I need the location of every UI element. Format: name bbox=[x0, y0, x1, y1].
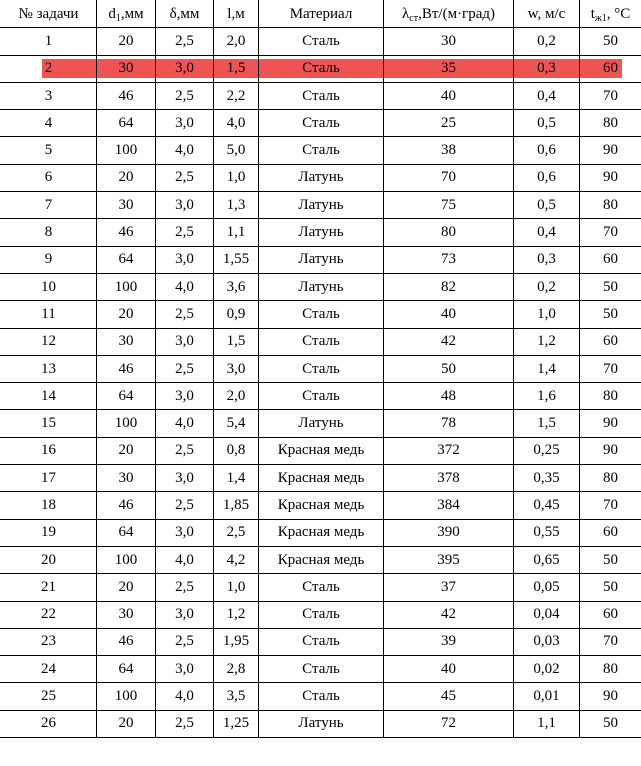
cell-task-number: 6 bbox=[1, 164, 97, 191]
cell-material: Сталь bbox=[259, 355, 384, 382]
cell-task-number: 20 bbox=[1, 546, 97, 573]
cell-diameter: 20 bbox=[97, 574, 156, 601]
table-row bbox=[1, 383, 641, 410]
cell-conductivity: 75 bbox=[384, 192, 514, 219]
cell-temperature: 50 bbox=[580, 546, 641, 573]
cell-length: 2,5 bbox=[214, 519, 259, 546]
header-velocity: w, м/с bbox=[514, 1, 580, 28]
cell-task-number: 5 bbox=[1, 137, 97, 164]
cell-task-number: 25 bbox=[1, 683, 97, 710]
cell-conductivity: 70 bbox=[384, 164, 514, 191]
cell-thickness: 2,5 bbox=[156, 437, 214, 464]
cell-length: 1,5 bbox=[214, 328, 259, 355]
cell-temperature: 90 bbox=[580, 164, 641, 191]
cell-thickness: 3,0 bbox=[156, 246, 214, 273]
cell-material: Красная медь bbox=[259, 519, 384, 546]
cell-velocity: 0,2 bbox=[514, 273, 580, 300]
cell-material: Латунь bbox=[259, 164, 384, 191]
cell-temperature: 60 bbox=[580, 55, 641, 82]
cell-length: 4,2 bbox=[214, 546, 259, 573]
table-row bbox=[1, 437, 641, 464]
cell-thickness: 3,0 bbox=[156, 110, 214, 137]
cell-length: 3,0 bbox=[214, 355, 259, 382]
cell-length: 0,8 bbox=[214, 437, 259, 464]
cell-material: Сталь bbox=[259, 328, 384, 355]
cell-material: Латунь bbox=[259, 219, 384, 246]
cell-temperature: 70 bbox=[580, 492, 641, 519]
cell-temperature: 80 bbox=[580, 383, 641, 410]
cell-conductivity: 378 bbox=[384, 465, 514, 492]
cell-thickness: 3,0 bbox=[156, 519, 214, 546]
cell-material: Сталь bbox=[259, 82, 384, 109]
cell-task-number: 23 bbox=[1, 628, 97, 655]
cell-diameter: 30 bbox=[97, 328, 156, 355]
cell-task-number: 21 bbox=[1, 574, 97, 601]
cell-thickness: 3,0 bbox=[156, 465, 214, 492]
cell-velocity: 0,5 bbox=[514, 192, 580, 219]
cell-length: 5,0 bbox=[214, 137, 259, 164]
cell-velocity: 0,25 bbox=[514, 437, 580, 464]
cell-conductivity: 38 bbox=[384, 137, 514, 164]
cell-task-number: 26 bbox=[1, 710, 97, 737]
cell-conductivity: 384 bbox=[384, 492, 514, 519]
cell-diameter: 46 bbox=[97, 82, 156, 109]
header-length: l,м bbox=[214, 1, 259, 28]
cell-task-number: 13 bbox=[1, 355, 97, 382]
cell-task-number: 19 bbox=[1, 519, 97, 546]
cell-task-number: 8 bbox=[1, 219, 97, 246]
cell-conductivity: 390 bbox=[384, 519, 514, 546]
cell-length: 2,0 bbox=[214, 28, 259, 55]
cell-task-number: 18 bbox=[1, 492, 97, 519]
cell-thickness: 3,0 bbox=[156, 328, 214, 355]
cell-conductivity: 40 bbox=[384, 82, 514, 109]
cell-thickness: 2,5 bbox=[156, 28, 214, 55]
header-thickness: δ,мм bbox=[156, 1, 214, 28]
cell-length: 1,1 bbox=[214, 219, 259, 246]
cell-material: Сталь bbox=[259, 656, 384, 683]
cell-material: Красная медь bbox=[259, 465, 384, 492]
cell-task-number: 7 bbox=[1, 192, 97, 219]
cell-task-number: 15 bbox=[1, 410, 97, 437]
table-body bbox=[1, 28, 641, 738]
cell-velocity: 0,35 bbox=[514, 465, 580, 492]
cell-conductivity: 25 bbox=[384, 110, 514, 137]
cell-diameter: 20 bbox=[97, 437, 156, 464]
table-row bbox=[1, 137, 641, 164]
cell-length: 1,4 bbox=[214, 465, 259, 492]
cell-material: Красная медь bbox=[259, 492, 384, 519]
cell-velocity: 0,2 bbox=[514, 28, 580, 55]
cell-length: 1,25 bbox=[214, 710, 259, 737]
cell-conductivity: 42 bbox=[384, 328, 514, 355]
cell-velocity: 0,3 bbox=[514, 55, 580, 82]
cell-material: Латунь bbox=[259, 410, 384, 437]
cell-diameter: 46 bbox=[97, 355, 156, 382]
cell-material: Сталь bbox=[259, 110, 384, 137]
cell-temperature: 70 bbox=[580, 219, 641, 246]
cell-velocity: 0,01 bbox=[514, 683, 580, 710]
cell-thickness: 4,0 bbox=[156, 410, 214, 437]
cell-thickness: 3,0 bbox=[156, 656, 214, 683]
header-task-number: № задачи bbox=[1, 1, 97, 28]
cell-temperature: 90 bbox=[580, 437, 641, 464]
cell-material: Сталь bbox=[259, 628, 384, 655]
cell-thickness: 3,0 bbox=[156, 601, 214, 628]
cell-task-number: 24 bbox=[1, 656, 97, 683]
cell-velocity: 0,04 bbox=[514, 601, 580, 628]
cell-temperature: 50 bbox=[580, 28, 641, 55]
cell-conductivity: 45 bbox=[384, 683, 514, 710]
cell-material: Сталь bbox=[259, 301, 384, 328]
cell-thickness: 3,0 bbox=[156, 383, 214, 410]
cell-length: 2,8 bbox=[214, 656, 259, 683]
cell-conductivity: 30 bbox=[384, 28, 514, 55]
cell-thickness: 2,5 bbox=[156, 82, 214, 109]
cell-diameter: 30 bbox=[97, 192, 156, 219]
cell-diameter: 30 bbox=[97, 601, 156, 628]
cell-task-number: 12 bbox=[1, 328, 97, 355]
cell-diameter: 100 bbox=[97, 137, 156, 164]
cell-diameter: 64 bbox=[97, 246, 156, 273]
cell-velocity: 1,1 bbox=[514, 710, 580, 737]
cell-velocity: 0,45 bbox=[514, 492, 580, 519]
cell-length: 1,5 bbox=[214, 55, 259, 82]
cell-diameter: 30 bbox=[97, 55, 156, 82]
cell-temperature: 50 bbox=[580, 273, 641, 300]
table-row bbox=[1, 410, 641, 437]
cell-length: 1,85 bbox=[214, 492, 259, 519]
table-row bbox=[1, 601, 641, 628]
table-row bbox=[1, 519, 641, 546]
cell-velocity: 1,0 bbox=[514, 301, 580, 328]
cell-conductivity: 372 bbox=[384, 437, 514, 464]
table-row bbox=[1, 628, 641, 655]
cell-task-number: 14 bbox=[1, 383, 97, 410]
cell-length: 5,4 bbox=[214, 410, 259, 437]
cell-diameter: 100 bbox=[97, 410, 156, 437]
cell-conductivity: 395 bbox=[384, 546, 514, 573]
cell-conductivity: 37 bbox=[384, 574, 514, 601]
cell-temperature: 70 bbox=[580, 82, 641, 109]
cell-material: Красная медь bbox=[259, 546, 384, 573]
cell-temperature: 60 bbox=[580, 246, 641, 273]
table-row bbox=[1, 219, 641, 246]
cell-temperature: 60 bbox=[580, 519, 641, 546]
cell-velocity: 0,03 bbox=[514, 628, 580, 655]
cell-conductivity: 39 bbox=[384, 628, 514, 655]
cell-conductivity: 48 bbox=[384, 383, 514, 410]
cell-temperature: 70 bbox=[580, 628, 641, 655]
cell-material: Сталь bbox=[259, 55, 384, 82]
cell-thickness: 2,5 bbox=[156, 164, 214, 191]
cell-conductivity: 40 bbox=[384, 656, 514, 683]
table-row bbox=[1, 28, 641, 55]
cell-task-number: 1 bbox=[1, 28, 97, 55]
cell-material: Сталь bbox=[259, 601, 384, 628]
cell-diameter: 46 bbox=[97, 219, 156, 246]
table-row bbox=[1, 492, 641, 519]
cell-length: 2,2 bbox=[214, 82, 259, 109]
cell-velocity: 0,3 bbox=[514, 246, 580, 273]
table-row bbox=[1, 546, 641, 573]
cell-velocity: 0,4 bbox=[514, 219, 580, 246]
cell-velocity: 0,6 bbox=[514, 137, 580, 164]
cell-temperature: 60 bbox=[580, 328, 641, 355]
cell-velocity: 1,2 bbox=[514, 328, 580, 355]
cell-task-number: 17 bbox=[1, 465, 97, 492]
cell-conductivity: 80 bbox=[384, 219, 514, 246]
cell-thickness: 2,5 bbox=[156, 492, 214, 519]
table-row bbox=[1, 355, 641, 382]
table-row bbox=[1, 301, 641, 328]
cell-conductivity: 40 bbox=[384, 301, 514, 328]
cell-temperature: 90 bbox=[580, 410, 641, 437]
header-temperature: $t_{ж1}$, °С bbox=[580, 1, 641, 28]
cell-temperature: 80 bbox=[580, 110, 641, 137]
cell-temperature: 80 bbox=[580, 192, 641, 219]
header-material: Материал bbox=[259, 1, 384, 28]
table-row bbox=[1, 683, 641, 710]
table-row bbox=[1, 574, 641, 601]
cell-diameter: 100 bbox=[97, 273, 156, 300]
cell-task-number: 11 bbox=[1, 301, 97, 328]
table-row bbox=[1, 710, 641, 737]
cell-thickness: 2,5 bbox=[156, 219, 214, 246]
cell-temperature: 70 bbox=[580, 355, 641, 382]
cell-task-number: 22 bbox=[1, 601, 97, 628]
cell-length: 4,0 bbox=[214, 110, 259, 137]
cell-thickness: 4,0 bbox=[156, 137, 214, 164]
cell-diameter: 20 bbox=[97, 164, 156, 191]
cell-temperature: 50 bbox=[580, 710, 641, 737]
cell-material: Сталь bbox=[259, 137, 384, 164]
table-row bbox=[1, 110, 641, 137]
cell-material: Красная медь bbox=[259, 437, 384, 464]
cell-conductivity: 50 bbox=[384, 355, 514, 382]
cell-material: Сталь bbox=[259, 28, 384, 55]
table-row bbox=[1, 82, 641, 109]
cell-temperature: 50 bbox=[580, 301, 641, 328]
cell-diameter: 64 bbox=[97, 383, 156, 410]
cell-velocity: 0,6 bbox=[514, 164, 580, 191]
header-conductivity: $\lambda_{ст},Вт/(м\cdot град)$ bbox=[384, 1, 514, 28]
cell-temperature: 60 bbox=[580, 601, 641, 628]
cell-material: Сталь bbox=[259, 383, 384, 410]
table-row bbox=[1, 273, 641, 300]
cell-diameter: 100 bbox=[97, 683, 156, 710]
cell-material: Сталь bbox=[259, 574, 384, 601]
cell-length: 2,0 bbox=[214, 383, 259, 410]
table-row bbox=[1, 328, 641, 355]
cell-temperature: 80 bbox=[580, 656, 641, 683]
cell-diameter: 20 bbox=[97, 710, 156, 737]
cell-thickness: 4,0 bbox=[156, 683, 214, 710]
cell-diameter: 100 bbox=[97, 546, 156, 573]
cell-conductivity: 78 bbox=[384, 410, 514, 437]
cell-thickness: 2,5 bbox=[156, 574, 214, 601]
cell-thickness: 2,5 bbox=[156, 355, 214, 382]
cell-temperature: 90 bbox=[580, 683, 641, 710]
cell-length: 3,6 bbox=[214, 273, 259, 300]
cell-velocity: 1,6 bbox=[514, 383, 580, 410]
table-row bbox=[1, 55, 641, 82]
cell-velocity: 0,55 bbox=[514, 519, 580, 546]
cell-velocity: 0,5 bbox=[514, 110, 580, 137]
cell-material: Латунь bbox=[259, 710, 384, 737]
cell-velocity: 1,4 bbox=[514, 355, 580, 382]
cell-temperature: 80 bbox=[580, 465, 641, 492]
cell-thickness: 2,5 bbox=[156, 710, 214, 737]
cell-length: 3,5 bbox=[214, 683, 259, 710]
cell-diameter: 46 bbox=[97, 492, 156, 519]
cell-velocity: 0,4 bbox=[514, 82, 580, 109]
table-row bbox=[1, 656, 641, 683]
cell-conductivity: 82 bbox=[384, 273, 514, 300]
cell-length: 1,95 bbox=[214, 628, 259, 655]
cell-thickness: 3,0 bbox=[156, 55, 214, 82]
cell-length: 1,0 bbox=[214, 574, 259, 601]
cell-diameter: 46 bbox=[97, 628, 156, 655]
cell-task-number: 9 bbox=[1, 246, 97, 273]
cell-task-number: 4 bbox=[1, 110, 97, 137]
cell-material: Латунь bbox=[259, 246, 384, 273]
header-row bbox=[1, 1, 641, 28]
cell-temperature: 90 bbox=[580, 137, 641, 164]
cell-velocity: 0,05 bbox=[514, 574, 580, 601]
cell-velocity: 0,02 bbox=[514, 656, 580, 683]
cell-temperature: 50 bbox=[580, 574, 641, 601]
table-row bbox=[1, 465, 641, 492]
cell-diameter: 64 bbox=[97, 110, 156, 137]
cell-task-number: 16 bbox=[1, 437, 97, 464]
header-diameter: $d_1,мм$ bbox=[97, 1, 156, 28]
cell-velocity: 0,65 bbox=[514, 546, 580, 573]
cell-conductivity: 73 bbox=[384, 246, 514, 273]
cell-length: 0,9 bbox=[214, 301, 259, 328]
cell-length: 1,3 bbox=[214, 192, 259, 219]
cell-diameter: 64 bbox=[97, 519, 156, 546]
table-row bbox=[1, 164, 641, 191]
cell-velocity: 1,5 bbox=[514, 410, 580, 437]
table-row bbox=[1, 246, 641, 273]
cell-thickness: 4,0 bbox=[156, 273, 214, 300]
cell-diameter: 64 bbox=[97, 656, 156, 683]
cell-task-number: 3 bbox=[1, 82, 97, 109]
cell-conductivity: 42 bbox=[384, 601, 514, 628]
cell-length: 1,2 bbox=[214, 601, 259, 628]
cell-thickness: 2,5 bbox=[156, 301, 214, 328]
cell-material: Сталь bbox=[259, 683, 384, 710]
cell-task-number: 2 bbox=[1, 55, 97, 82]
cell-thickness: 2,5 bbox=[156, 628, 214, 655]
cell-length: 1,0 bbox=[214, 164, 259, 191]
cell-material: Латунь bbox=[259, 273, 384, 300]
cell-thickness: 4,0 bbox=[156, 546, 214, 573]
cell-length: 1,55 bbox=[214, 246, 259, 273]
cell-diameter: 30 bbox=[97, 465, 156, 492]
cell-task-number: 10 bbox=[1, 273, 97, 300]
cell-conductivity: 35 bbox=[384, 55, 514, 82]
table-row bbox=[1, 192, 641, 219]
cell-thickness: 3,0 bbox=[156, 192, 214, 219]
cell-diameter: 20 bbox=[97, 28, 156, 55]
cell-diameter: 20 bbox=[97, 301, 156, 328]
cell-material: Латунь bbox=[259, 192, 384, 219]
cell-conductivity: 72 bbox=[384, 710, 514, 737]
